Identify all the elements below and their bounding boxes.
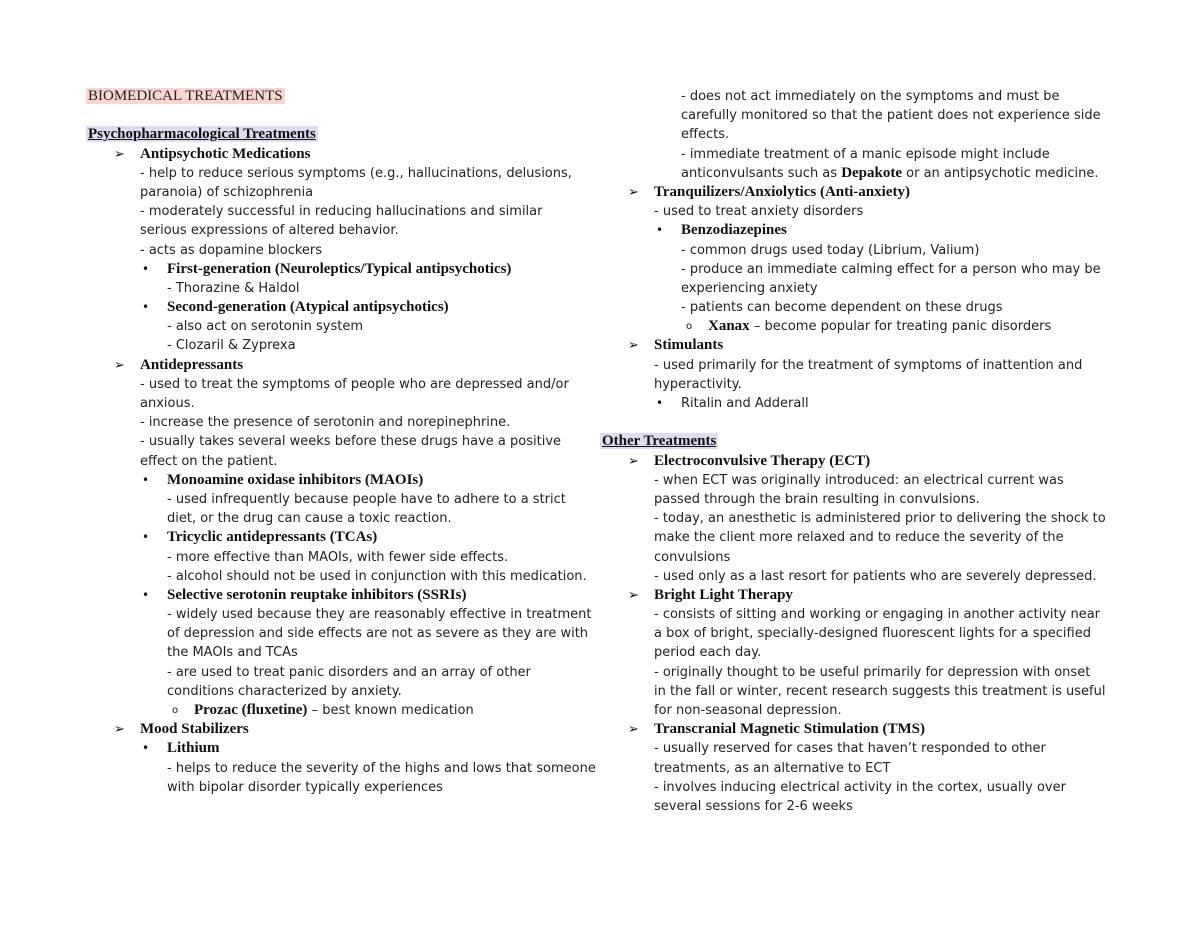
text-line: - are used to treat panic disorders and an array of other [167,664,531,680]
list-item [86,145,606,164]
list-item [600,452,1120,471]
list-item [600,394,1120,413]
text-line: - when ECT was originally introduced: an electrical current was [654,472,1064,488]
heading-mood-stabilizers: Mood Stabilizers [140,721,249,738]
text-line: - helps to reduce the severity of the highs and lows that someone [167,760,596,776]
heading-tca: Tricyclic antidepressants (TCAs) [167,529,378,546]
text-fragment: or an antipsychotic medicine. [902,165,1099,181]
text-line: - also act on serotonin system [167,319,363,335]
arrow-bullet-icon: ➢ [114,722,125,738]
text-line: - used to treat the symptoms of people who are depressed and/or [140,376,569,392]
list-item [86,720,606,739]
text-line: - usually takes several weeks before these drugs have a positive [140,434,562,450]
text-line: in the fall or winter, recent research suggests this treatment is useful [654,683,1106,699]
bullet-icon: • [142,261,150,276]
bullet-icon: • [142,587,150,602]
text-line: for non-seasonal depression. [654,703,842,718]
text-line: hyperactivity. [654,376,742,392]
list-item [600,317,1120,336]
text-line: anxious. [140,396,195,411]
document-title: BIOMEDICAL TREATMENTS [88,88,283,104]
text-line: - consists of sitting and working or engaging in another activity near [654,607,1101,623]
text-line: - usually reserved for cases that haven’t responded to other [654,741,1046,757]
bullet-icon: • [656,396,664,410]
arrow-bullet-icon: ➢ [114,357,125,373]
list-item [600,221,1120,240]
heading-tms: Transcranial Magnetic Stimulation (TMS) [654,721,925,738]
text-line: with bipolar disorder typically experiences [167,779,443,795]
text-line: passed through the brain resulting in convulsions. [654,491,980,507]
drug-name-prozac: Prozac (fluxetine) [194,702,308,718]
heading-antipsychotic: Antipsychotic Medications [140,145,311,162]
list-item [600,720,1120,739]
heading-ssri: Selective serotonin reuptake inhibitors (SSRIs) [167,586,467,603]
text-line: diet, or the drug can cause a toxic reaction. [167,511,452,527]
text-line: conditions characterized by anxiety. [167,683,402,699]
text-line: - used primarily for the treatment of symptoms of inattention and [654,357,1083,373]
arrow-bullet-icon: ➢ [114,146,125,162]
bullet-icon: • [142,741,150,756]
bullet-icon: • [656,223,664,238]
text-line: several sessions for 2-6 weeks [654,798,853,814]
text-line: a box of bright, specially-designed fluorescent lights for a specified [654,626,1091,642]
text-line: period each day. [654,645,762,661]
list-item [600,183,1120,202]
text-line: convulsions [654,549,731,565]
text-line: - used only as a last resort for patients who are severely depressed. [654,568,1097,584]
text-line: - Clozaril & Zyprexa [167,338,296,354]
heading-stimulants: Stimulants [654,337,724,354]
list-item [86,586,606,605]
text-line: - alcohol should not be used in conjunction with this medication. [167,568,587,584]
text-line: - today, an anesthetic is administered prior to delivering the shock to [654,511,1106,527]
right-column [600,87,1120,816]
left-column [86,87,606,797]
text-line: carefully monitored so that the patient does not experience side [681,108,1101,124]
list-item [86,356,606,375]
circle-bullet-icon: o [172,705,179,716]
text-line: of depression and side effects are not as severe as they are with [167,626,589,642]
stimulant-examples: Ritalin and Adderall [681,396,809,411]
heading-lithium: Lithium [167,740,220,757]
drug-name-depakote: Depakote [841,164,903,181]
text-line: experiencing anxiety [681,280,818,296]
text-line: - acts as dopamine blockers [140,242,323,258]
text-line: effects. [681,127,730,143]
heading-benzodiazepines: Benzodiazepines [681,222,787,239]
list-item [86,528,606,547]
arrow-bullet-icon: ➢ [628,453,639,469]
text-line: - increase the presence of serotonin and norepinephrine. [140,415,511,431]
drug-description: – best known medication [307,703,474,718]
text-line: - widely used because they are reasonably effective in treatment [167,607,592,623]
drug-description: – become popular for treating panic disorders [749,319,1052,335]
text-line: - patients can become dependent on these drugs [681,300,1003,316]
text-line: the MAOIs and TCAs [167,645,298,661]
text-fragment: anticonvulsants such as [681,165,842,181]
text-line: - immediate treatment of a manic episode might include [681,146,1050,162]
heading-tranquilizers: Tranquilizers/Anxiolytics (Anti-anxiety) [654,183,910,200]
list-item [86,471,606,490]
text-line: - produce an immediate calming effect for a person who may be [681,261,1101,277]
list-item [86,260,606,279]
heading-bright-light: Bright Light Therapy [654,586,793,603]
text-line: - does not act immediately on the symptoms and must be [681,89,1060,104]
text-line: - more effective than MAOIs, with fewer side effects. [167,549,509,565]
text-line: - used infrequently because people have to adhere to a strict [167,491,566,507]
arrow-bullet-icon: ➢ [628,722,639,738]
text-line: - originally thought to be useful primarily for depression with onset [654,664,1091,680]
circle-bullet-icon: o [686,321,693,333]
bullet-icon: • [142,472,150,487]
drug-name-xanax: Xanax [708,318,750,335]
section-heading-psychopharmacological: Psychopharmacological Treatments [88,126,316,143]
text-line: paranoia) of schizophrenia [140,184,314,200]
heading-antidepressants: Antidepressants [140,356,244,373]
bullet-icon: • [142,530,150,545]
text-line: serious expressions of altered behavior. [140,223,399,239]
text-line: treatments, as an alternative to ECT [654,760,891,776]
text-line: make the client more relaxed and to reduce the severity of the [654,530,1064,546]
text-line: - help to reduce serious symptoms (e.g., hallucinations, delusions, [140,165,572,181]
text-line: - Thorazine & Haldol [167,280,300,296]
heading-ect: Electroconvulsive Therapy (ECT) [654,452,871,469]
list-item [86,739,606,758]
text-line: effect on the patient. [140,453,278,469]
bullet-icon: • [142,300,150,315]
arrow-bullet-icon: ➢ [628,338,639,354]
arrow-bullet-icon: ➢ [628,587,639,603]
text-line [600,164,1120,183]
list-item [86,701,606,720]
heading-maoi: Monoamine oxidase inhibitors (MAOIs) [167,471,424,488]
list-item [600,336,1120,355]
list-item [600,586,1120,605]
arrow-bullet-icon: ➢ [628,184,639,200]
heading-second-generation: Second-generation (Atypical antipsychotics) [167,299,449,316]
text-line: - used to treat anxiety disorders [654,204,864,220]
text-line: - common drugs used today (Librium, Valium) [681,242,980,258]
heading-first-generation: First-generation (Neuroleptics/Typical antipsychotics) [167,260,512,277]
text-line: - moderately successful in reducing hallucinations and similar [140,204,543,220]
list-item [86,298,606,317]
text-line: - involves inducing electrical activity in the cortex, usually over [654,779,1066,795]
section-heading-other-treatments: Other Treatments [602,433,717,450]
